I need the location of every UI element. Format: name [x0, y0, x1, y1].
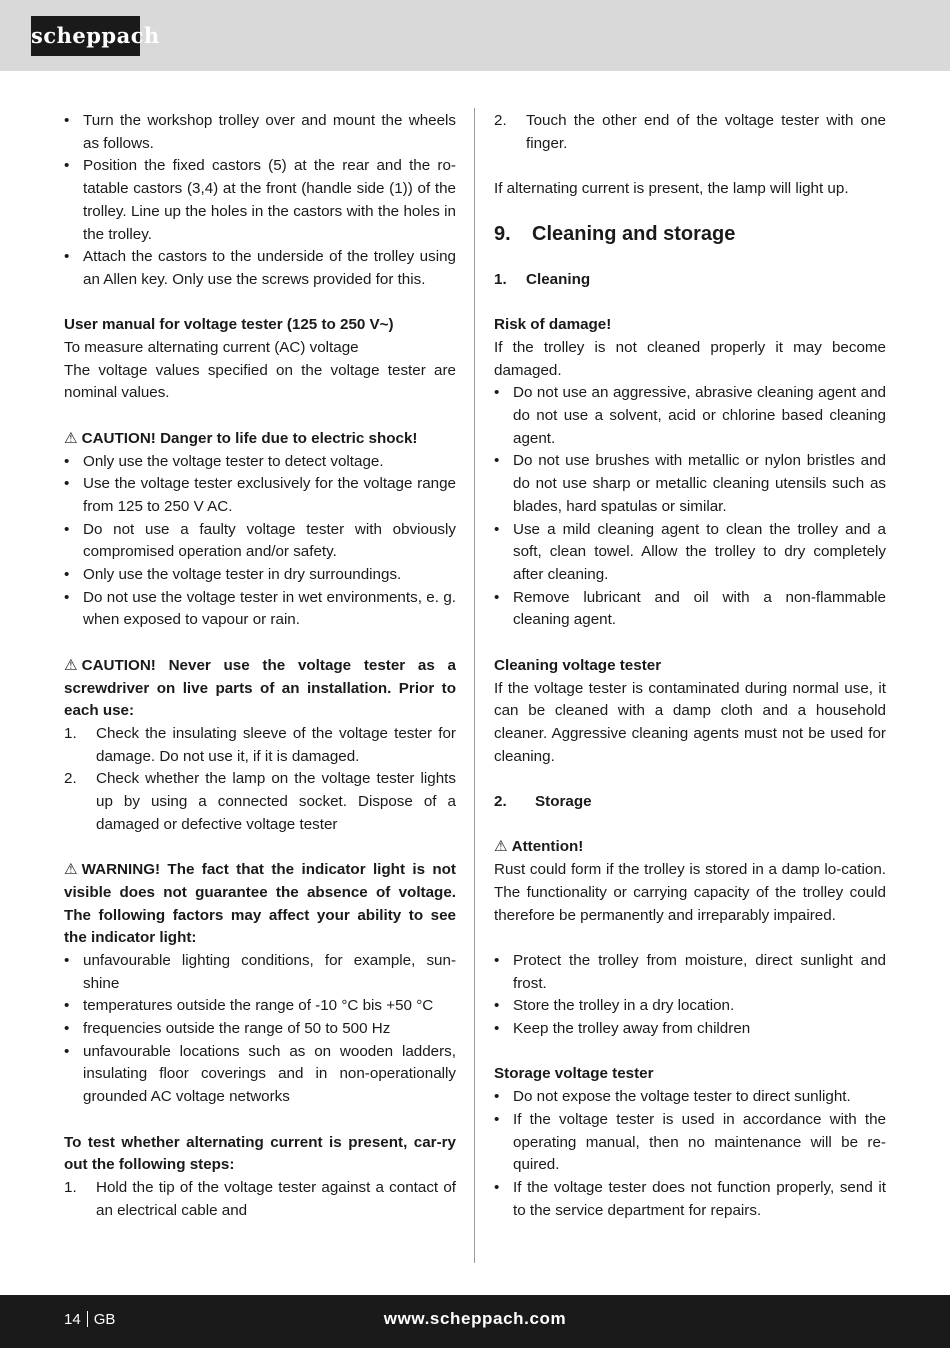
manual-text: To measure alternating current (AC) voltage [64, 339, 359, 357]
caution-bullet-list [64, 451, 456, 633]
bullet-icon: • [494, 384, 500, 402]
column-divider [474, 108, 475, 1263]
warning-icon: ⚠ [64, 656, 78, 674]
list-item: • If the voltage tester is used in accordance with the operating manual, then no maintenance will be re-quired. [494, 1110, 886, 1174]
list-item: • Only use the voltage tester to detect voltage. [64, 451, 456, 474]
list-item: • Do not use an aggressive, abrasive cleaning agent and do not use a solvent, acid or chlorine based cleaning agent. [494, 384, 886, 447]
list-item: 2. Touch the other end of the voltage tester with one finger. [494, 112, 886, 152]
clean-tester-text: If the voltage tester is contaminated during normal use, it can be cleaned with a damp cloth and a household cleaner. Aggressive cleaning agents must not be used for cleaning. [494, 679, 886, 765]
bullet-icon: • [64, 997, 70, 1015]
list-item: • If the voltage tester does not function properly, send it to the service department for repairs. [494, 1178, 886, 1219]
bullet-icon: • [494, 997, 500, 1015]
bullet-icon: • [64, 248, 70, 266]
bullet-icon: • [64, 112, 70, 129]
list-item: 2. Check whether the lamp on the voltage tester lights up by using a connected socket. Dispose of a damaged or defective voltage tester [64, 770, 456, 833]
left-column [64, 110, 456, 1222]
list-item: 1. Check the insulating sleeve of the voltage tester for damage. Do not use it, if it is damaged. [64, 724, 456, 765]
manual-heading: User manual for voltage tester (125 to 250 V~) [64, 316, 394, 334]
bullet-icon: • [64, 520, 70, 538]
storage-bullet-list [494, 950, 886, 1041]
warning-icon: ⚠ [494, 838, 508, 856]
list-item: • Store the trolley in a dry location. [494, 995, 886, 1018]
ac-present-text: If alternating current is present, the lamp will light up. [494, 180, 849, 198]
bullet-icon: • [64, 1020, 70, 1038]
bullet-icon: • [494, 588, 500, 606]
bullet-icon: • [64, 566, 70, 584]
warning-bullet-list [64, 950, 456, 1109]
cleaning-bullet-list [494, 382, 886, 632]
bullet-icon: • [494, 951, 500, 969]
manual-text: The voltage values specified on the voltage tester are nominal values. [64, 361, 456, 402]
bullet-icon: • [494, 1020, 500, 1037]
risk-heading: Risk of damage! [494, 316, 612, 334]
section-heading: 9. Cleaning and storage [494, 223, 736, 246]
page-footer [0, 1295, 950, 1348]
bullet-icon: • [494, 452, 500, 470]
right-column [494, 110, 886, 1222]
bullet-icon: • [64, 452, 70, 470]
bullet-icon: • [64, 951, 70, 969]
scheppach-logo: scheppach [31, 16, 140, 56]
list-item: • Only use the voltage tester in dry surroundings. [64, 564, 456, 587]
test-heading: To test whether alternating current is present, car-ry out the following steps: [64, 1133, 456, 1174]
list-item: • Turn the workshop trolley over and mount the wheels as follows. [64, 112, 456, 152]
list-item: • temperatures outside the range of -10 °C bis +50 °C [64, 995, 456, 1018]
list-item: • Do not use the voltage tester in wet environments, e. g. when exposed to vapour or rain. [64, 588, 456, 629]
risk-text: If the trolley is not cleaned properly it may become damaged. [494, 338, 886, 379]
bullet-icon: • [64, 588, 70, 606]
clean-tester-heading: Cleaning voltage tester [494, 656, 662, 674]
list-item: • unfavourable locations such as on wooden ladders, insulating floor coverings and in non-operationally grounded AC voltage networks [64, 1042, 456, 1106]
attention-heading: ⚠ Attention! [494, 836, 886, 859]
list-item: • Position the fixed castors (5) at the rear and the ro-tatable castors (3,4) at the front (handle side (1)) of the trolley. Line up the holes in the castors with the holes in the trolley. [64, 157, 456, 243]
warning-heading: ⚠ WARNING! The fact that the indicator light is not visible does not guarantee the absence of voltage. The following factors may affect your ability to see the indicator light: [64, 861, 456, 947]
subsection-heading: 2. Storage [494, 793, 592, 810]
bullet-icon: • [494, 1088, 500, 1106]
list-item: 1. Hold the tip of the voltage tester against a contact of an electrical cable and [64, 1178, 456, 1219]
caution-step-list [64, 723, 456, 837]
bullet-icon: • [494, 1110, 500, 1128]
warning-icon: ⚠ [64, 429, 78, 447]
subsection-heading: 1. Cleaning [494, 270, 591, 288]
bullet-icon: • [494, 520, 500, 538]
caution-heading: ⚠ CAUTION! Danger to life due to electric shock! [64, 428, 456, 451]
intro-bullet-list [64, 110, 456, 292]
website-link[interactable]: www.scheppach.com [383, 1309, 567, 1328]
list-item: • Keep the trolley away from children [494, 1018, 886, 1041]
caution-heading: ⚠ CAUTION! Never use the voltage tester as a screwdriver on live parts of an installation. Prior to each use: [64, 656, 456, 720]
list-item: • Do not use a faulty voltage tester with obviously compromised operation and/or safety. [64, 520, 456, 561]
list-item: • frequencies outside the range of 50 to 500 Hz [64, 1018, 456, 1041]
page-header [0, 0, 950, 71]
list-item: • unfavourable lighting conditions, for example, sun-shine [64, 951, 456, 992]
list-item: • Do not use brushes with metallic or nylon bristles and do not use sharp or metallic cleaning utensils such as blades, hard spatulas or similar. [494, 452, 886, 515]
list-item: • Use a mild cleaning agent to clean the trolley and a soft, clean towel. Allow the trolley to dry completely after cleaning. [494, 520, 886, 583]
list-item: • Attach the castors to the underside of the trolley using an Allen key. Only use the screws provided for this. [64, 248, 456, 288]
page-number: 14 GB [64, 1311, 116, 1328]
warning-icon: ⚠ [64, 861, 78, 879]
attention-text: Rust could form if the trolley is stored in a damp lo-cation. The functionality or carrying capacity of the trolley could therefore be permanently and irreparably impaired. [494, 861, 886, 924]
test-step-list [64, 1177, 456, 1222]
bullet-icon: • [64, 475, 70, 493]
test-step-list-continued [494, 110, 886, 155]
bullet-icon: • [64, 1042, 70, 1060]
list-item: • Do not expose the voltage tester to direct sunlight. [494, 1086, 886, 1109]
list-item: • Remove lubricant and oil with a non-flammable cleaning agent. [494, 588, 886, 629]
list-item: • Protect the trolley from moisture, direct sunlight and frost. [494, 951, 886, 992]
storage-tester-bullet-list [494, 1086, 886, 1222]
list-item: • Use the voltage tester exclusively for the voltage range from 125 to 250 V AC. [64, 475, 456, 515]
bullet-icon: • [64, 157, 70, 175]
storage-tester-heading: Storage voltage tester [494, 1065, 654, 1083]
bullet-icon: • [494, 1178, 500, 1196]
